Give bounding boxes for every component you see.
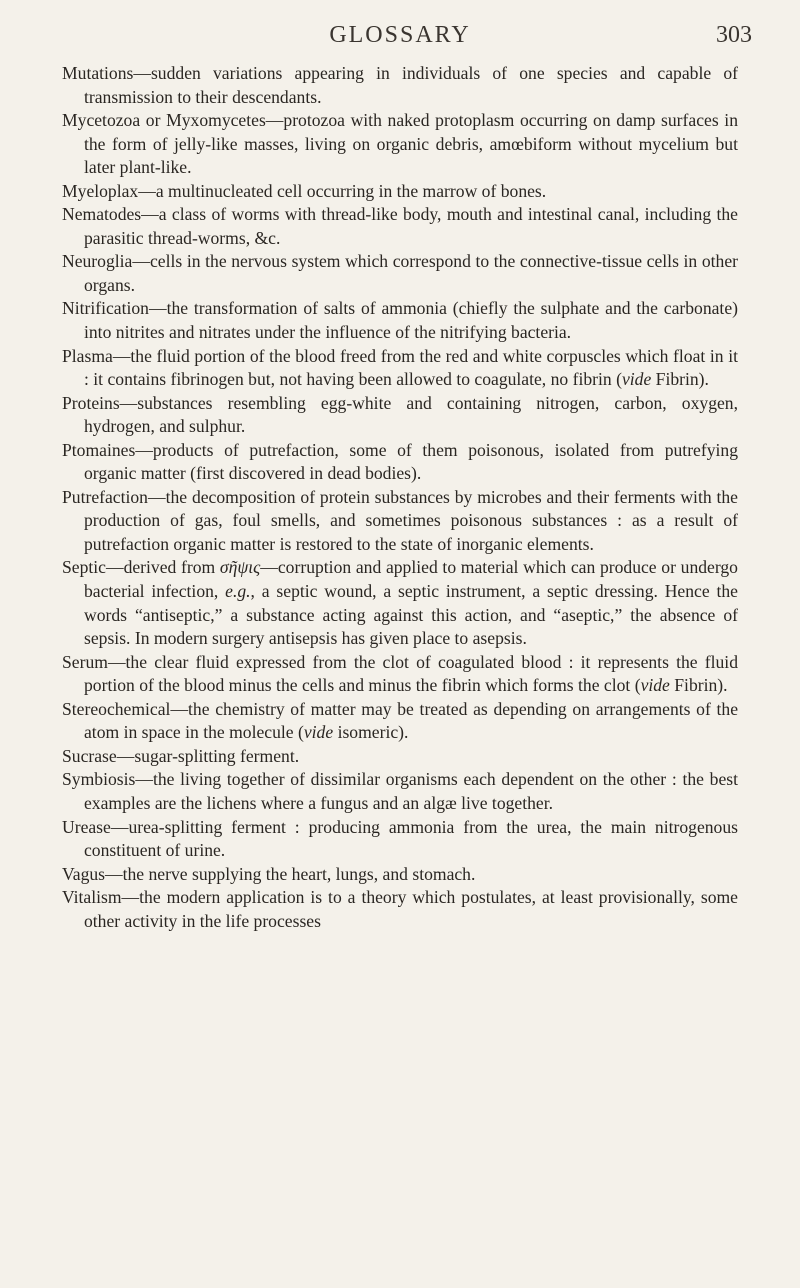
- entry-term: Vitalism: [62, 887, 122, 908]
- glossary-entry: Urease—urea-splitting ferment : producing ammonia from the urea, the main nitrogenous constituent of urine.: [62, 816, 738, 861]
- glossary-entry: Mutations—sudden variations appearing in individuals of one species and capable of transmission to their descendants.: [62, 63, 738, 107]
- entry-definition-part: —corruption and applied to material which can produce or undergo bacterial infection,: [84, 557, 738, 602]
- entry-term: Nematodes: [62, 204, 142, 225]
- entry-term: Vagus: [62, 863, 106, 884]
- glossary-entry: Proteins—substances resembling egg-white and containing nitrogen, carbon, oxygen, hydrogen, and sulphur.: [62, 392, 738, 437]
- entry-definition: the nerve supplying the heart, lungs, and stomach.: [122, 863, 476, 884]
- page-number: 303: [716, 22, 752, 48]
- entry-definition: sugar-splitting ferment.: [134, 745, 300, 766]
- entry-definition: the modern application is to a theory which postulates, at least provisionally, some other activity in the life processes: [84, 887, 738, 931]
- entry-definition: substances resembling egg-white and containing nitrogen, carbon, oxygen, hydrogen, and sulphur.: [84, 392, 738, 437]
- glossary-entry: Putrefaction—the decomposition of protein substances by microbes and their ferments with the production of gas, foul smells, and sometimes poisonous substances : as a result of putrefaction organic matter is restored to the state of inorganic elements.: [62, 486, 738, 554]
- entry-term: Putrefaction: [62, 486, 148, 507]
- running-title: GLOSSARY: [329, 22, 471, 48]
- entry-term: Serum: [62, 651, 108, 672]
- entry-term: Neuroglia: [62, 251, 133, 272]
- entry-term: Sucrase: [62, 745, 117, 766]
- glossary-entry: Septic—derived from σῆψις—corruption and applied to material which can produce or undergo bacterial infection, e.g., a septic wound, a septic instrument, a septic dressing. Hence the words “antiseptic,” a substance acting against this action, and “aseptic,” the absence of sepsis. In modern surgery antisepsis has given place to asepsis.: [62, 557, 738, 649]
- entry-term: Proteins: [62, 392, 120, 413]
- glossary-entry: Plasma—the fluid portion of the blood freed from the red and white corpuscles which float in it : it contains fibrinogen but, not having been allowed to coagulate, no fibrin (vide Fibrin).: [62, 345, 738, 390]
- entry-definition: a multinucleated cell occurring in the marrow of bones.: [155, 180, 547, 201]
- entry-term: Urease: [62, 816, 111, 837]
- vide-reference: vide: [621, 369, 652, 390]
- glossary-entry: Stereochemical—the chemistry of matter may be treated as depending on arrangements of the atom in space in the molecule (vide isomeric).: [62, 698, 738, 743]
- glossary-entry: Vitalism—the modern application is to a theory which postulates, at least provisionally, some other activity in the life processes: [62, 887, 738, 931]
- entry-term: Mutations: [62, 63, 134, 83]
- glossary-entry: Ptomaines—products of putrefaction, some of them poisonous, isolated from putrefying organic matter (first discovered in dead bodies).: [62, 439, 738, 484]
- entry-definition: protozoa with naked protoplasm occurring on damp surfaces in the form of jelly-like masses, living on organic debris, amœbiform without mycelium but later plant-like.: [84, 110, 738, 178]
- glossary-entry: Nitrification—the transformation of salts of ammonia (chiefly the sulphate and the carbonate) into nitrites and nitrates under the influence of the nitrifying bacteria.: [62, 298, 738, 343]
- vide-reference: vide: [303, 722, 334, 743]
- entry-term: Septic: [62, 557, 106, 578]
- entry-term: Mycetozoa or Myxomycetes: [62, 110, 266, 131]
- glossary-entry: Vagus—the nerve supplying the heart, lungs, and stomach.: [62, 863, 476, 884]
- entry-definition: a class of worms with thread-like body, mouth and intestinal canal, including the parasitic thread-worms, &c.: [84, 204, 738, 248]
- entry-definition: the transformation of salts of ammonia (chiefly the sulphate and the carbonate) into nitrites and nitrates under the influence of the nitrifying bacteria.: [84, 298, 738, 343]
- entry-definition-part: Fibrin).: [669, 675, 728, 696]
- entry-term: Stereochemical: [62, 698, 171, 719]
- entry-definition-part: the clear fluid expressed from the clot of coagulated blood : it represents the fluid portion of the blood minus the cells and minus the fibrin which forms the clot (: [84, 651, 738, 696]
- entry-term: Myeloplax: [62, 180, 139, 201]
- entry-definition: the living together of dissimilar organisms each dependent on the other : the best examples are the lichens where a fungus and an algæ live together.: [84, 769, 738, 813]
- glossary-entries: [62, 62, 738, 933]
- entry-definition: sudden variations appearing in individuals of one species and capable of transmission to their descendants.: [84, 63, 738, 107]
- eg-abbreviation: e.g.: [225, 581, 251, 602]
- glossary-entry: Sucrase—sugar-splitting ferment.: [62, 745, 300, 766]
- entry-definition: products of putrefaction, some of them poisonous, isolated from putrefying organic matter (first discovered in dead bodies).: [84, 439, 738, 484]
- glossary-entry: Myeloplax—a multinucleated cell occurring in the marrow of bones.: [62, 180, 547, 201]
- vide-reference: vide: [640, 675, 670, 696]
- entry-definition-part: , a septic wound, a septic instrument, a septic dressing. Hence the words “antiseptic,” a substance acting against this action, and “aseptic,” the absence of sepsis. In modern surgery antisepsis has given place to asepsis.: [84, 581, 738, 649]
- greek-word: σῆψις: [219, 557, 261, 578]
- entry-definition: urea-splitting ferment : producing ammonia from the urea, the main nitrogenous constituent of urine.: [84, 816, 738, 861]
- running-header: [0, 18, 800, 58]
- entry-term: Ptomaines: [62, 439, 136, 460]
- glossary-entry: Mycetozoa or Myxomycetes—protozoa with naked protoplasm occurring on damp surfaces in the form of jelly-like masses, living on organic debris, amœbiform without mycelium but later plant-like.: [62, 110, 738, 178]
- entry-term: Symbiosis: [62, 769, 136, 790]
- entry-definition: cells in the nervous system which correspond to the connective-tissue cells in other organs.: [84, 251, 738, 295]
- entry-definition: the decomposition of protein substances by microbes and their ferments with the production of gas, foul smells, and sometimes poisonous substances : as a result of putrefaction organic matter is restored to the state of inorganic elements.: [84, 486, 738, 554]
- glossary-entry: Neuroglia—cells in the nervous system which correspond to the connective-tissue cells in other organs.: [62, 251, 738, 295]
- glossary-entry: Symbiosis—the living together of dissimilar organisms each dependent on the other : the best examples are the lichens where a fungus and an algæ live together.: [62, 769, 738, 813]
- entry-term: Plasma: [62, 345, 113, 366]
- entry-definition-part: Fibrin).: [651, 369, 709, 390]
- glossary-entry: Serum—the clear fluid expressed from the clot of coagulated blood : it represents the fluid portion of the blood minus the cells and minus the fibrin which forms the clot (vide Fibrin).: [62, 651, 738, 696]
- entry-definition-part: derived from: [123, 557, 220, 578]
- entry-term: Nitrification: [62, 298, 149, 319]
- entry-definition-part: isomeric).: [333, 722, 409, 743]
- entry-definition-part: the fluid portion of the blood freed from the red and white corpuscles which float in it : it contains fibrinogen but, not having been allowed to coagulate, no fibrin (: [84, 345, 738, 390]
- glossary-entry: Nematodes—a class of worms with thread-like body, mouth and intestinal canal, including the parasitic thread-worms, &c.: [62, 204, 738, 248]
- entry-definition-part: the chemistry of matter may be treated as depending on arrangements of the atom in space in the molecule (: [84, 698, 738, 743]
